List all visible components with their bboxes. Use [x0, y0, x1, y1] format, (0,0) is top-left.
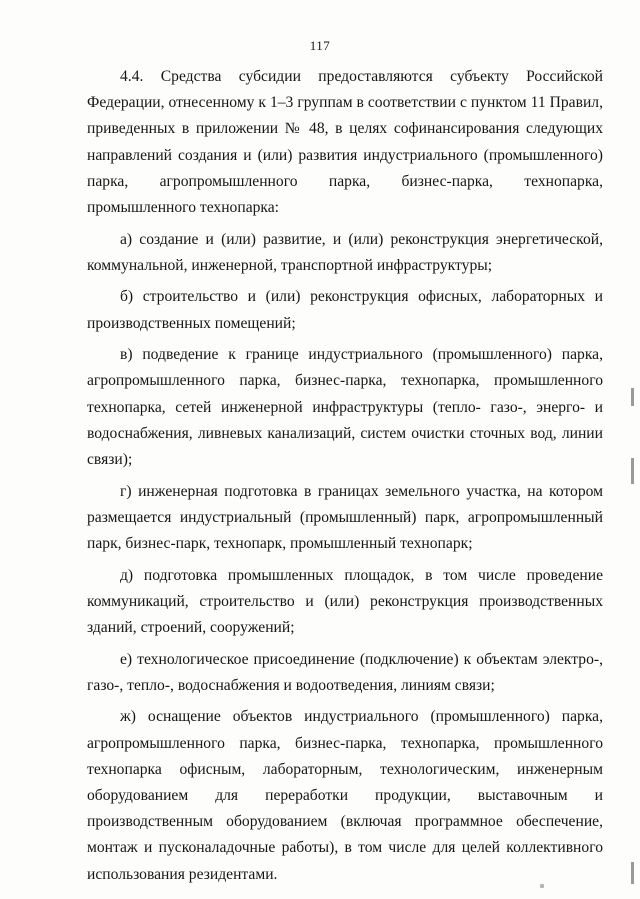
list-item-v: в) подведение к границе индустриального (промышленного) парка, агропромышленного парка, бизнес-парка, технопарка, промышленного технопарка, сетей инженерной инфраструктуры (тепло- газо-, энерго- и водоснабжения, ливневых канализаций, систем очистки сточных вод, линии связи);: [87, 346, 603, 469]
paragraph-4-4: 4.4. Средства субсидии предоставляются субъекту Российской Федерации, отнесенному к 1–3 группам в соответствии с пунктом 11 Правил, приведенных в приложении № 48, в целях софинансирования следующих направлений создания и (или) развития индустриального (промышленного) парка, агропромышленного парка, бизнес-парка, технопарка, промышленного технопарка:: [87, 68, 603, 217]
list-item-d: д) подготовка промышленных площадок, в том числе проведение коммуникаций, строительство и (или) реконструкция производственных зданий, строений, сооружений;: [87, 566, 603, 637]
list-item-a: а) создание и (или) развитие, и (или) реконструкция энергетической, коммунальной, инженерной, транспортной инфраструктуры;: [87, 230, 603, 274]
scan-artifact: [540, 884, 544, 888]
scan-artifact: [631, 862, 634, 884]
list-item-g: г) инженерная подготовка в границах земельного участка, на котором размещается индустриальный (промышленный) парк, агропромышленный парк, бизнес-парк, технопарк, промышленный технопарк;: [87, 482, 603, 553]
list-item-e: е) технологическое присоединение (подключение) к объектам электро-, газо-, тепло-, водоснабжения и водоотведения, линиям связи;: [87, 650, 603, 694]
page-number: 117: [309, 38, 331, 53]
list-item-zh: ж) оснащение объектов индустриального (промышленного) парка, агропромышленного парка, бизнес-парка, технопарка, промышленного технопарка офисным, лабораторным, технологическим, инженерным оборудованием для переработки продукции, выставочным и производственным оборудованием (включая программное обеспечение, монтаж и пусконаладочные работы), в том числе для целей коллективного использования резидентами.: [87, 708, 603, 883]
document-body: [87, 64, 603, 893]
scan-artifact: [631, 388, 634, 406]
scan-artifact: [631, 458, 634, 484]
list-item-b: б) строительство и (или) реконструкция офисных, лабораторных и производственных помещений;: [87, 288, 603, 332]
